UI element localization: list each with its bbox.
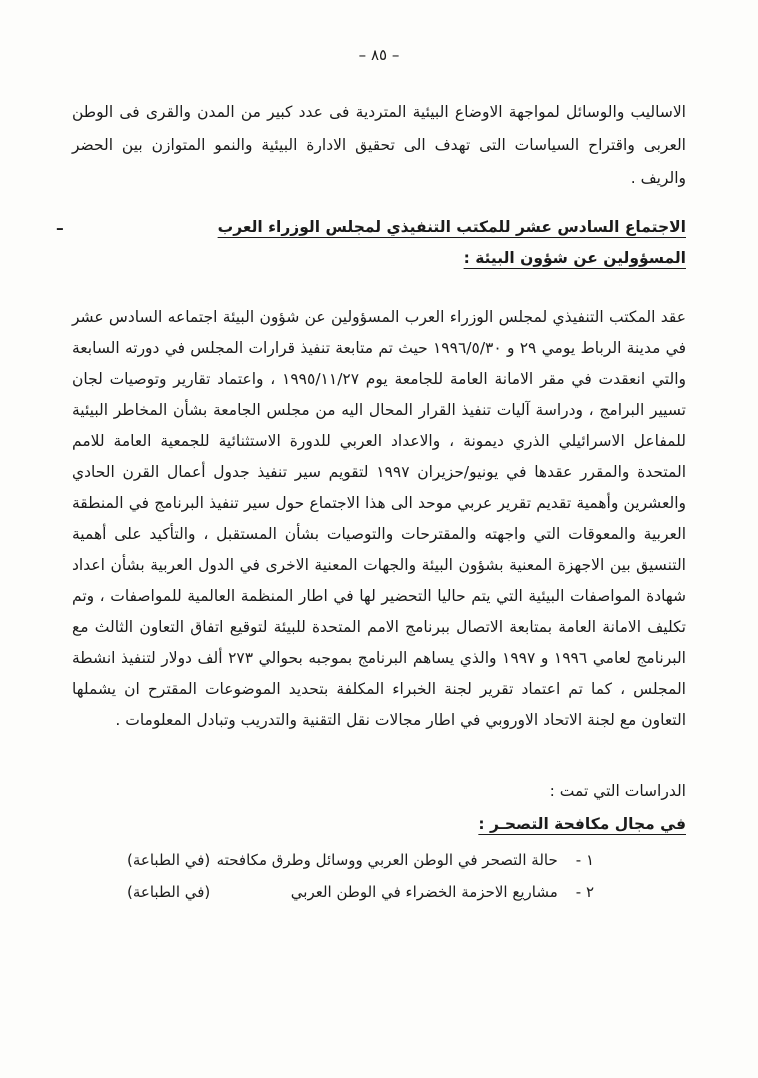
study-item-status: (في الطباعة) [127, 851, 211, 869]
studies-heading: الدراسات التي تمت : [549, 782, 686, 800]
studies-list [72, 844, 686, 908]
section-heading [56, 212, 686, 274]
section-title-line1: الاجتماع السادس عشر للمكتب التنفيذي لمجلس الوزراء العرب [217, 218, 686, 236]
study-list-item [127, 876, 594, 908]
section-title-line2: المسؤولين عن شؤون البيئة : [463, 249, 686, 267]
studies-subsection-title: في مجال مكافحة التصحـر : [478, 815, 686, 833]
intro-paragraph: الاساليب والوسائل لمواجهة الاوضاع البيئية المتردية فى عدد كبير من المدن والقرى فى الوطن العربى واقتراح السياسات التى تهدف الى تحقيق الادارة البيئية والنمو المتوازن بين الحضر والريف . [72, 103, 686, 187]
page-content [56, 96, 686, 908]
study-item-title: مشاريع الاحزمة الخضراء في الوطن العربي [290, 883, 558, 901]
page-number: – ٨٥ – [358, 46, 400, 64]
section-body-paragraph: عقد المكتب التنفيذي لمجلس الوزراء العرب المسؤولين عن شؤون البيئة اجتماعه السادس عشر في مدينة الرباط يومي ٢٩ و ١٩٩٦/٥/٣٠ حيث تم متابعة تنفيذ قرارات المجلس في دورته السابعة والتي انعقدت في مقر الامانة العامة للجامعة يوم ١٩٩٥/١١/٢٧ ، واعتماد تقارير وتوصيات لجان تسيير البرامج ، ودراسة آليات تنفيذ القرار المحال اليه من مجلس الجامعة بشأن المخاطر البيئية للمفاعل الاسرائيلي الذري ديمونة ، والاعداد العربي للدورة الاستثنائية للجمعية العامة للامم المتحدة والمقرر عقدها في يونيو/حزيران ١٩٩٧ لتقويم سير تنفيذ جدول أعمال القرن الحادي والعشرين وأهمية تقديم تقرير عربي موحد الى هذا الاجتماع حول سير تنفيذ البرنامج في المنطقة العربية والمعوقات التي واجهته والمقترحات والتوصيات بشأن المستقبل ، والتأكيد على أهمية التنسيق بين الاجهزة المعنية بشؤون البيئة والجهات المعنية الاخرى في الدول العربية بشأن اعداد شهادة المواصفات البيئية التي يتم حاليا التحضير لها في اطار المنظمة العالمية للمواصفات ، وتم تكليف الامانة العامة بمتابعة الاتصال ببرنامج الامم المتحدة للبيئة لتوقيع اتفاق التعاون الثالث مع البرنامج لعامي ١٩٩٦ و ١٩٩٧ والذي يساهم البرنامج بموجبه بحوالي ٢٧٣ ألف دولار لتنفيذ انشطة المجلس ، كما تم اعتماد تقرير لجنة الخبراء المكلفة بتحديد الموضوعات المقترح ان يشملها التعاون مع لجنة الاتحاد الاوروبي في اطار مجالات نقل التقنية والتدريب وتبادل المعلومات . [72, 308, 686, 729]
study-item-number: ٢ - [575, 883, 594, 901]
study-item-number: ١ - [575, 851, 594, 869]
study-item-title: حالة التصحر في الوطن العربي ووسائل وطرق مكافحته [216, 851, 558, 869]
study-list-item [127, 844, 594, 876]
section-dash-marker: – [56, 219, 64, 237]
study-item-status: (في الطباعة) [127, 883, 211, 901]
